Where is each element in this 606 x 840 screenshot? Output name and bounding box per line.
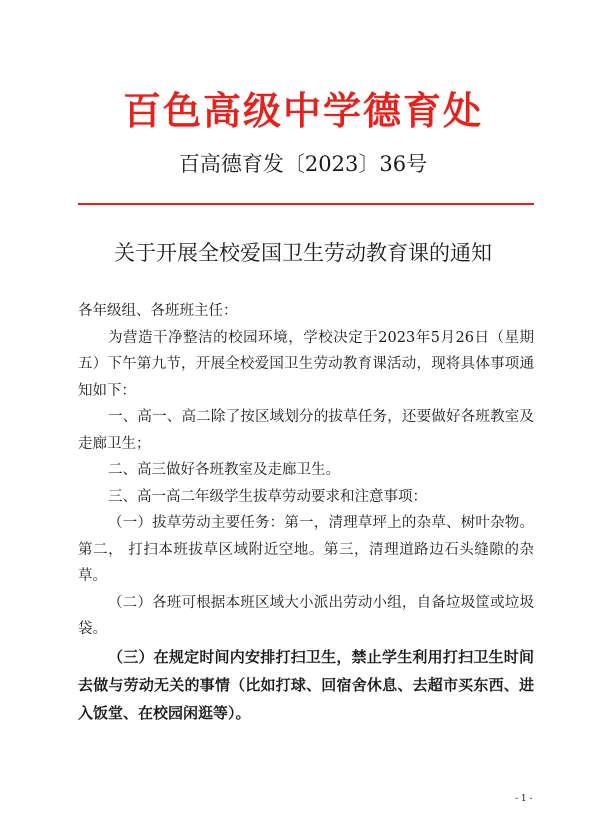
notice-body: [78, 298, 534, 727]
paragraph: 二、高三做好各班教室及走廊卫生。: [108, 462, 340, 478]
paragraph: （一）拔草劳动主要任务：第一，清理草坪上的杂草、树叶杂物。第二， 打扫本班拔草区域附近空地。第三，清理道路边石头缝隙的杂草。: [78, 515, 534, 584]
paragraph: 为营造干净整洁的校园环境，学校决定于2023年5月26日（星期五）下午第九节，开展全校爱国卫生劳动教育课活动，现将具体事项通知如下：: [78, 329, 534, 399]
page-number: - 1 -: [515, 794, 533, 804]
document-number: 百高德育发〔2023〕36号: [178, 152, 428, 176]
paragraph: 一、高一、高二除了按区域划分的拔草任务，还要做好各班教室及走廊卫生；: [78, 409, 534, 452]
red-divider: [78, 203, 534, 205]
paragraph: 三、高一高二年级学生拔草劳动要求和注意事项：: [108, 488, 427, 505]
paragraph: （二）各班可根据本班区域大小派出劳动小组，自备垃圾筐或垃圾袋。: [78, 594, 534, 637]
issuer-title: 百色高级中学德育处: [122, 89, 483, 133]
emphasis-paragraph: （三）在规定时间内安排打扫卫生，禁止学生利用打扫卫生时间去做与劳动无关的事情（比如打球、回宿舍休息、去超市买东西、进入饭堂、在校园闲逛等）。: [78, 647, 534, 722]
notice-title: 关于开展全校爱国卫生劳动教育课的通知: [114, 241, 492, 265]
salutation: 各年级组、各班班主任：: [78, 303, 238, 319]
